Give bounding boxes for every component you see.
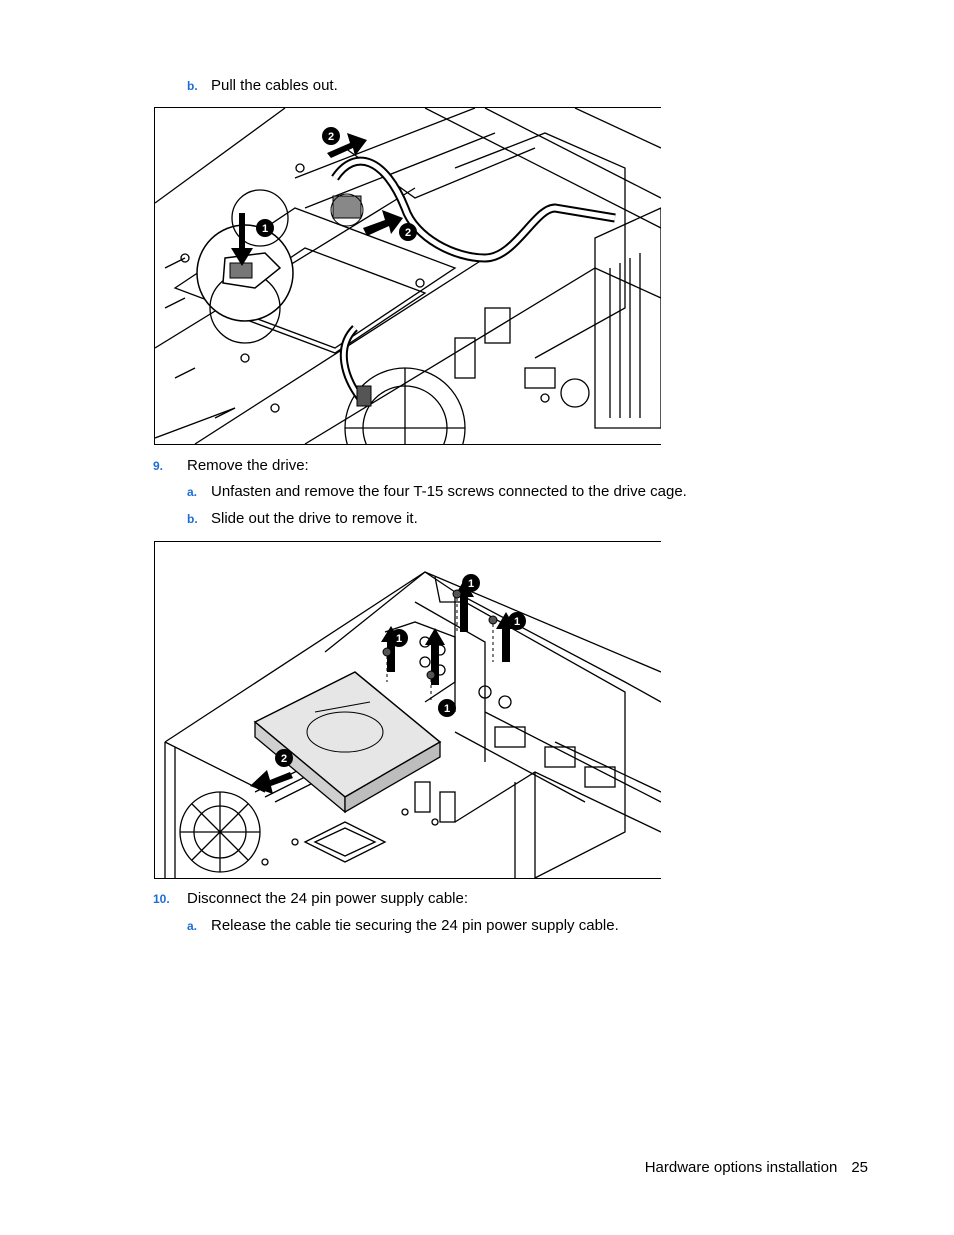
callout-1: 1 (261, 223, 269, 235)
step-10-text: Disconnect the 24 pin power supply cable: (187, 890, 469, 907)
page-footer (645, 1159, 868, 1177)
step-10a-marker: a. (187, 919, 198, 933)
step-9b-marker: b. (187, 512, 198, 526)
page-number: 25 (851, 1159, 868, 1176)
callout-1: 1 (395, 633, 403, 645)
step-9a-text: Unfasten and remove the four T-15 screws connected to the drive cage. (211, 483, 687, 500)
figure-remove-drive-illustration (155, 542, 661, 878)
figure-remove-drive (154, 541, 661, 879)
step-8b-marker: b. (187, 79, 198, 93)
callout-1: 1 (513, 616, 521, 628)
figure-pull-cables-illustration (155, 108, 661, 444)
callout-2: 2 (280, 753, 288, 765)
callout-2: 2 (327, 131, 335, 143)
step-10a-text: Release the cable tie securing the 24 pin power supply cable. (211, 917, 619, 934)
step-10-marker: 10. (153, 892, 170, 906)
step-9-marker: 9. (153, 459, 164, 473)
callout-1: 1 (443, 703, 451, 715)
callout-2: 2 (404, 227, 412, 239)
figure-pull-cables (154, 107, 661, 445)
footer-section-title: Hardware options installation (644, 1159, 838, 1176)
step-9-text: Remove the drive: (187, 457, 309, 474)
step-8b-text: Pull the cables out. (211, 77, 338, 94)
step-9b-text: Slide out the drive to remove it. (211, 510, 418, 527)
callout-1: 1 (467, 578, 475, 590)
step-9a-marker: a. (187, 485, 198, 499)
